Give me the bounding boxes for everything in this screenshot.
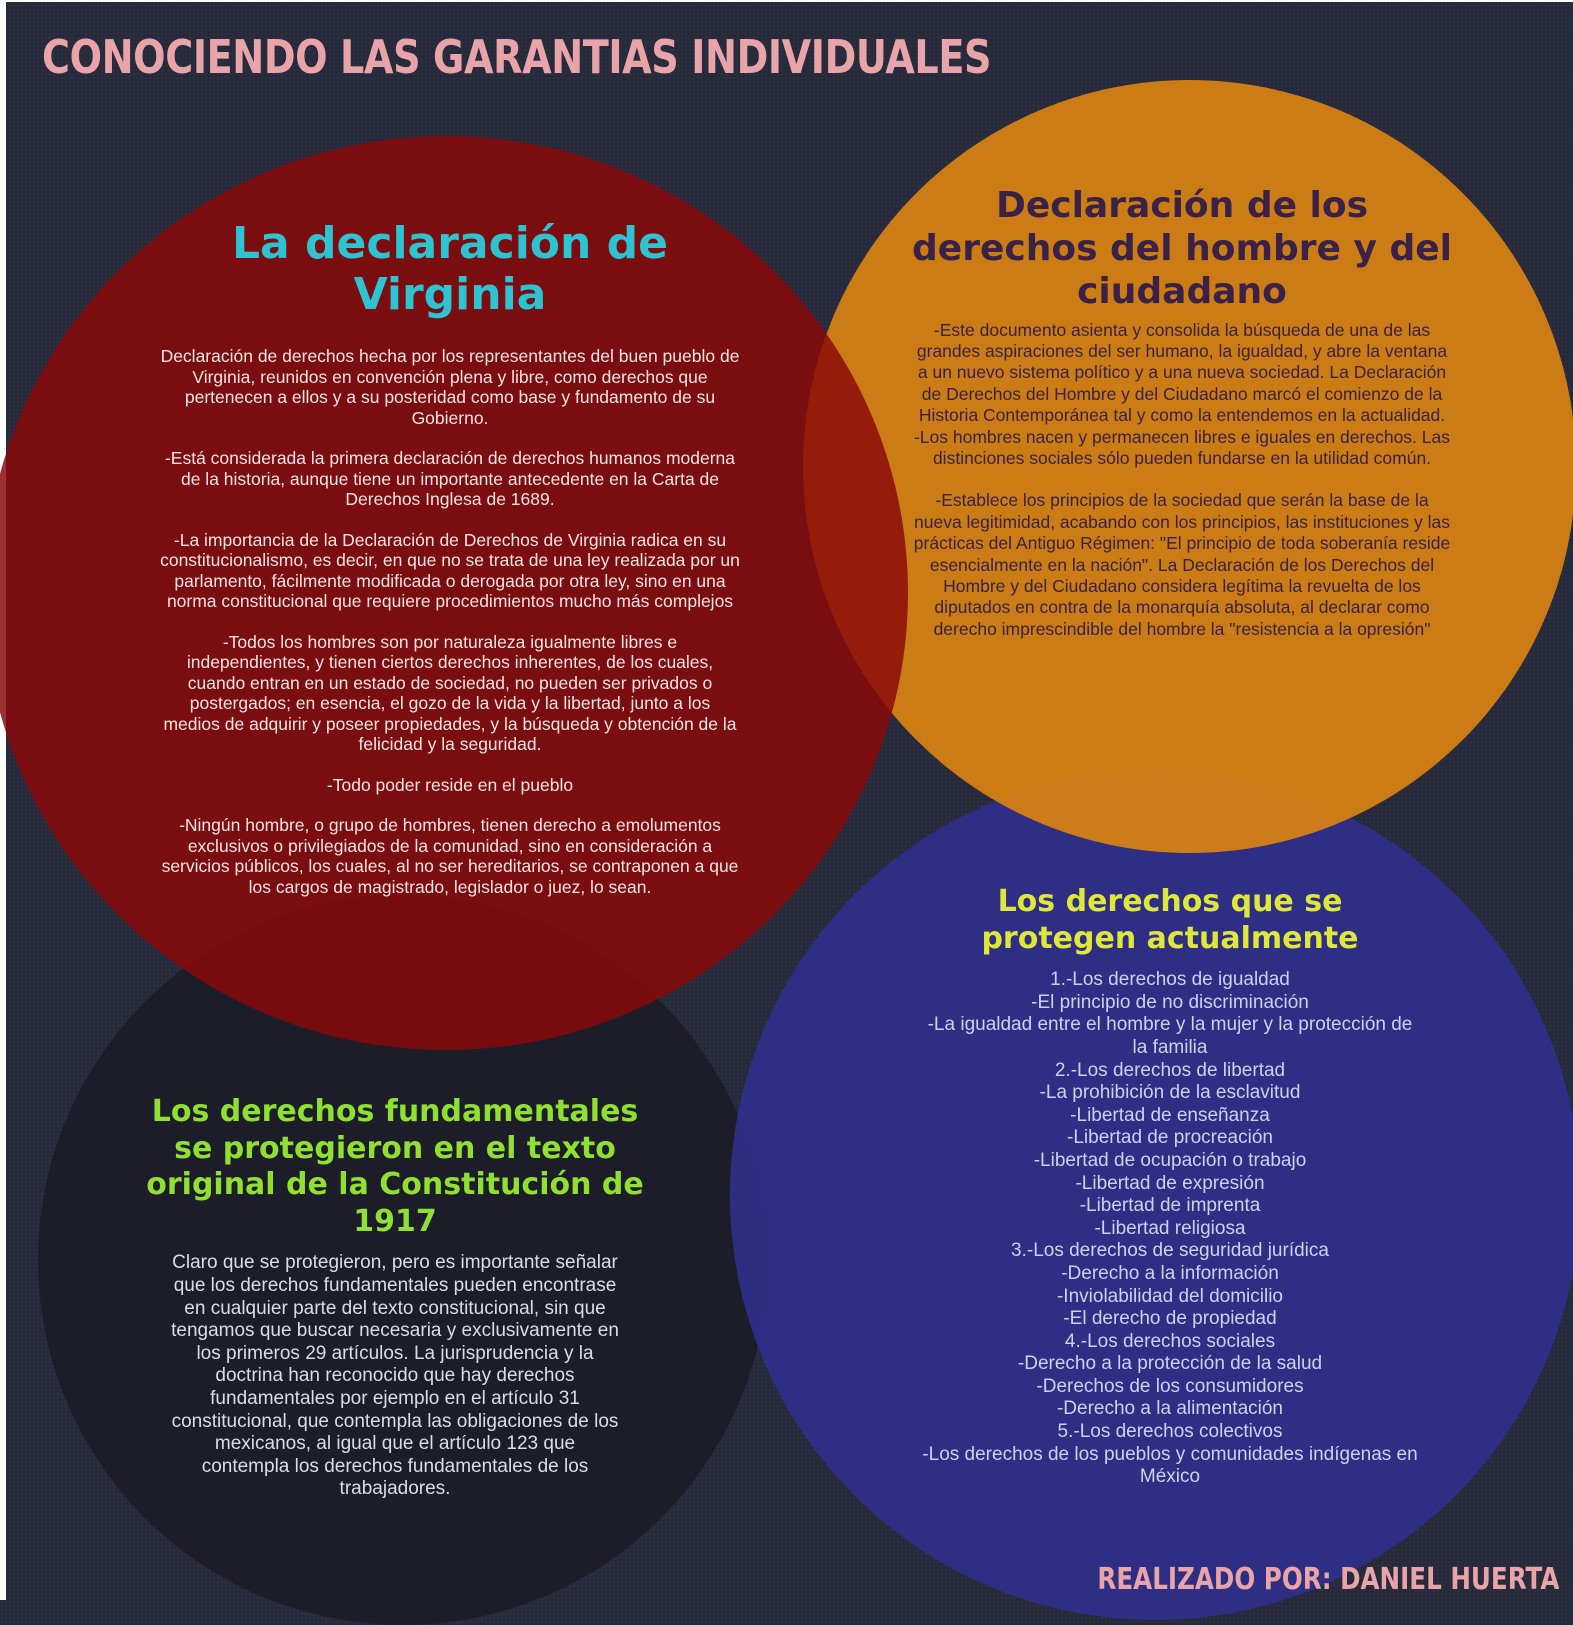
hombre-paragraph: -Los hombres nacen y permanecen libres e iguales en derechos. Las distinciones sociales sólo pueden fundarse en la utilidad común.	[913, 426, 1450, 468]
rights-list-item: -Libertad de enseñanza	[1070, 1104, 1270, 1126]
hombre-paragraph: -Establece los principios de la sociedad que serán la base de la nueva legitimidad, acabando con los principios, las instituciones y las prácticas del Antiguo Régimen: "El principio de toda soberanía reside esencialmente en la nación". La Declaración de los Derechos del Hombre y del Ciudadano considera legítima la revuelta de los diputados en contra de la monarquía absoluta, al declarar como derecho imprescindible del hombre la "resistencia a la opresión"	[913, 490, 1451, 639]
rights-list-item: -Inviolabilidad del domicilio	[1056, 1285, 1283, 1307]
actual-rights-list	[920, 969, 1420, 1489]
rights-list-item: -La prohibición de la esclavitud	[1039, 1082, 1301, 1104]
rights-list-item: -Libertad de imprenta	[1079, 1195, 1261, 1217]
virginia-paragraph: -Está considerada la primera declaración de derechos humanos moderna de la historia, aunque tiene un importante antecedente en la Carta de Derechos Inglesa de 1689.	[164, 448, 736, 510]
hombre-section	[912, 184, 1452, 640]
rights-list-item: -Libertad de expresión	[1075, 1172, 1265, 1194]
virginia-paragraph: -Todo poder reside en el pueblo	[326, 774, 574, 795]
virginia-paragraph: -Ningún hombre, o grupo de hombres, tienen derecho a emolumentos exclusivos o privilegiados de la comunidad, sino en consideración a servicios públicos, los cuales, al no ser hereditarios, se contraponen a que los cargos de magistrado, legislador o juez, lo sean.	[161, 815, 739, 897]
rights-list-item: 4.-Los derechos sociales	[1064, 1330, 1276, 1352]
actual-rights-section	[920, 884, 1420, 1489]
rights-list-item: 2.-Los derechos de libertad	[1054, 1059, 1286, 1081]
rights-list-item: -La igualdad entre el hombre y la mujer y la protección de la familia	[927, 1014, 1413, 1058]
rights-list-item: 3.-Los derechos de seguridad jurídica	[1011, 1240, 1329, 1262]
rights-list-item: -El principio de no discriminación	[1031, 991, 1309, 1013]
constitucion-section	[140, 1094, 650, 1501]
author-credit: REALIZADO POR: DANIEL HUERTA	[1096, 1562, 1559, 1597]
virginia-body	[160, 346, 740, 897]
rights-list-item: -Derechos de los consumidores	[1036, 1375, 1304, 1397]
rights-list-item: -Derecho a la información	[1061, 1262, 1279, 1284]
virginia-title: La declaración de Virginia	[231, 218, 668, 321]
actual-rights-title: Los derechos que se protegen actualmente	[981, 884, 1359, 956]
poster-title: CONOCIENDO LAS GARANTIAS INDIVIDUALES	[42, 30, 992, 84]
rights-list-item: -Libertad religiosa	[1094, 1217, 1246, 1239]
virginia-paragraph: -La importancia de la Declaración de Derechos de Virginia radica en su constitucionalismo, es decir, en que no se trata de una ley realizada por un parlamento, fácilmente modificada o derogada por otra ley, sino en una norma constitucional que requiere procedimientos mucho más complejos	[160, 529, 740, 612]
hombre-body	[912, 320, 1452, 641]
virginia-section	[160, 218, 740, 917]
virginia-paragraph: Declaración de derechos hecha por los representantes del buen pueblo de Virginia, reunidos en convención plena y libre, como derechos que pertenecen a ellos y a su posteridad como base y fundamento de su Gobierno.	[160, 346, 740, 428]
left-border-strip	[0, 0, 6, 1600]
rights-list-item: -El derecho de propiedad	[1063, 1308, 1277, 1330]
rights-list-item: 5.-Los derechos colectivos	[1057, 1421, 1283, 1443]
constitucion-body: Claro que se protegieron, pero es importante señalar que los derechos fundamentales pueden encontrase en cualquier parte del texto constitucional, sin que tengamos que buscar necesaria y exclusivamente en los primeros 29 artículos. La jurisprudencia y la doctrina han reconocido que hay derechos fundamentales por ejemplo en el artículo 31 constitucional, que contempla las obligaciones de los mexicanos, al igual que el artículo 123 que contempla los derechos fundamentales de los trabajadores.	[171, 1252, 619, 1500]
rights-list-item: -Libertad de ocupación o trabajo	[1033, 1149, 1307, 1171]
rights-list-item: -Los derechos de los pueblos y comunidades indígenas en México	[922, 1443, 1418, 1488]
rights-list-item: 1.-Los derechos de igualdad	[1050, 969, 1290, 991]
rights-list-item: -Derecho a la protección de la salud	[1017, 1353, 1323, 1375]
hombre-title: Declaración de los derechos del hombre y del ciudadano	[912, 185, 1452, 313]
hombre-paragraph: -Este documento asienta y consolida la búsqueda de una de las grandes aspiraciones del ser humano, la igualdad, y abre la ventana a un nuevo sistema político y a una nueva sociedad. La Declaración de Derechos del Hombre y del Ciudadano marcó el comienzo de la Historia Contemporánea tal y como la entendemos en la actualidad.	[916, 319, 1448, 426]
top-border-strip	[0, 0, 1573, 2]
virginia-paragraph: -Todos los hombres son por naturaleza igualmente libres e independientes, y tienen ciertos derechos inherentes, de los cuales, cuando entran en un estado de sociedad, no pueden ser privados o postergados; en esencia, el gozo de la vida y la libertad, junto a los medios de adquirir y poseer propiedades, y la búsqueda y obtención de la felicidad y la seguridad.	[163, 631, 737, 755]
rights-list-item: -Libertad de procreación	[1067, 1127, 1273, 1149]
rights-list-item: -Derecho a la alimentación	[1056, 1398, 1283, 1420]
constitucion-title: Los derechos fundamentales se protegieron en el texto original de la Constitución de 1917	[146, 1094, 644, 1239]
